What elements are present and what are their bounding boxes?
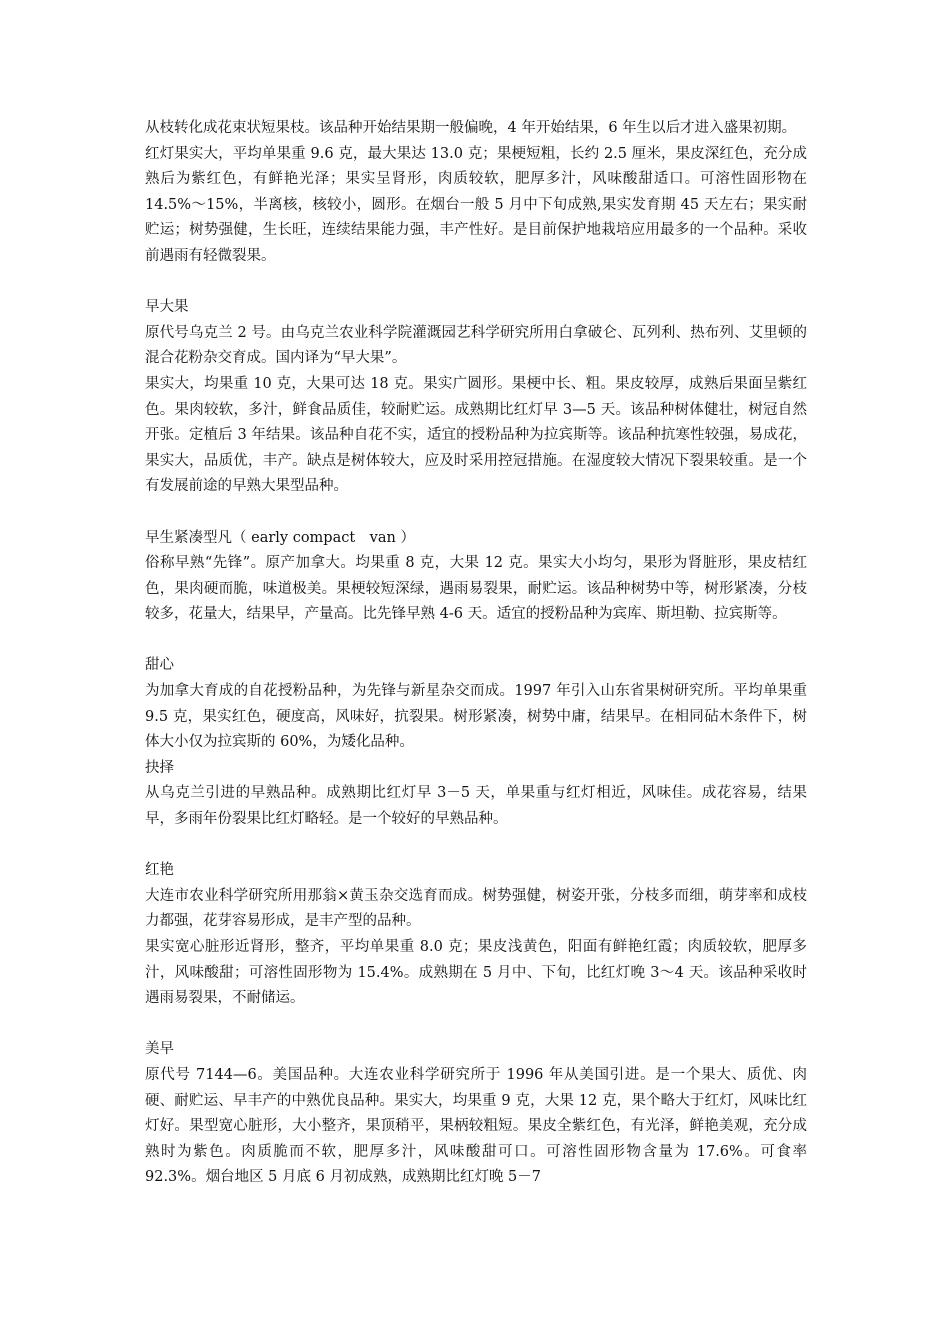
paragraph: 原代号 7144—6。美国品种。大连农业科学研究所于 1996 年从美国引进。是一个果大、质优、肉硬、耐贮运、早丰产的中熟优良品种。果实大，均果重 9 克，大果 12 克，果个略大于红灯，风味比红灯好。果型宽心脏形，大小整齐，果顶稍平，果柄较粗短。果皮全紫红色，有光泽，鲜艳美观，充分成熟时为紫色。肉质脆而不软，肥厚多汁，风味酸甜可口。可溶性固形物含量为 17.6%。可食率 92.3%。烟台地区 5 月底 6 月初成熟，成熟期比红灯晚 5－7 [145, 1066, 807, 1186]
section-gap [145, 833, 807, 859]
section-meizao [145, 1037, 807, 1191]
section-zaodaguo [145, 295, 807, 500]
section-heading: 红艳 [145, 862, 174, 879]
paragraph: 从乌克兰引进的早熟品种。成熟期比红灯早 3－5 天，单果重与红灯相近，风味佳。成花容易，结果早，多雨年份裂果比红灯略轻。是一个较好的早熟品种。 [145, 785, 807, 828]
section-jueze [145, 756, 807, 833]
section-gap [145, 628, 807, 654]
section-heading: 抉择 [145, 759, 174, 776]
document-page [145, 116, 807, 1191]
paragraph: 果实大，均果重 10 克，大果可达 18 克。果实广圆形。果梗中长、粗。果皮较厚，成熟后果面呈紫红色。果肉较软，多汁，鲜食品质佳，较耐贮运。成熟期比红灯早 3—5 天。该品种树体健壮，树冠自然开张。定植后 3 年结果。该品种自花不实，适宜的授粉品种为拉宾斯等。该品种抗寒性较强，易成花，果实大，品质优，丰产。缺点是树体较大，应及时采用控冠措施。在湿度较大情况下裂果较重。是一个有发展前途的早熟大果型品种。 [145, 375, 807, 495]
section-intro [145, 116, 807, 270]
section-gap [145, 1012, 807, 1038]
section-heading: 美早 [145, 1041, 174, 1058]
paragraph: 俗称早熟“先锋”。原产加拿大。均果重 8 克，大果 12 克。果实大小均匀，果形为肾脏形，果皮桔红色，果肉硬而脆，味道极美。果梗较短深绿，遇雨易裂果，耐贮运。该品种树势中等，树形紧凑，分枝较多，花量大，结果早，产量高。比先锋早熟 4-6 天。适宜的授粉品种为宾库、斯坦勒、拉宾斯等。 [145, 555, 807, 623]
section-gap [145, 500, 807, 526]
paragraph: 红灯果实大，平均单果重 9.6 克，最大果达 13.0 克；果梗短粗，长约 2.5 厘米，果皮深红色，充分成熟后为紫红色，有鲜艳光泽；果实呈肾形，肉质较软，肥厚多汁，风味酸甜适口。可溶性固形物在 14.5%～15%，半离核，核较小，圆形。在烟台一般 5 月中下旬成熟,果实发育期 45 天左右；果实耐贮运；树势强健，生长旺，连续结果能力强，丰产性好。是目前保护地栽培应用最多的一个品种。采收前遇雨有轻微裂果。 [145, 145, 807, 264]
section-heading: 甜心 [145, 657, 174, 674]
paragraph: 大连市农业科学研究所用那翁×黄玉杂交选育而成。树势强健，树姿开张，分枝多而细，萌芽率和成枝力都强，花芽容易形成，是丰产型的品种。 [145, 887, 807, 930]
paragraph: 原代号乌克兰 2 号。由乌克兰农业科学院灌溉园艺科学研究所用白拿破仑、瓦列利、热布列、艾里顿的混合花粉杂交育成。国内译为“早大果”。 [145, 324, 807, 367]
section-gap [145, 270, 807, 296]
section-heading: 早大果 [145, 299, 189, 316]
paragraph: 从枝转化成花束状短果枝。该品种开始结果期一般偏晚，4 年开始结果，6 年生以后才进入盛果初期。 [145, 120, 797, 136]
section-tianxin [145, 653, 807, 755]
section-hongyan [145, 858, 807, 1012]
section-heading: 早生紧凑型凡（ early compact van ） [145, 529, 415, 546]
paragraph: 果实宽心脏形近肾形，整齐，平均单果重 8.0 克；果皮浅黄色，阳面有鲜艳红霞；肉质较软，肥厚多汁，风味酸甜；可溶性固形物为 15.4%。成熟期在 5 月中、下旬，比红灯晚 3～4 天。该品种采收时遇雨易裂果，不耐储运。 [145, 939, 807, 1007]
section-early-compact-van [145, 526, 807, 628]
paragraph: 为加拿大育成的自花授粉品种，为先锋与新星杂交而成。1997 年引入山东省果树研究所。平均单果重 9.5 克，果实红色，硬度高，风味好，抗裂果。树形紧凑，树势中庸，结果早。在相同砧木条件下，树体大小仅为拉宾斯的 60%，为矮化品种。 [145, 683, 807, 751]
